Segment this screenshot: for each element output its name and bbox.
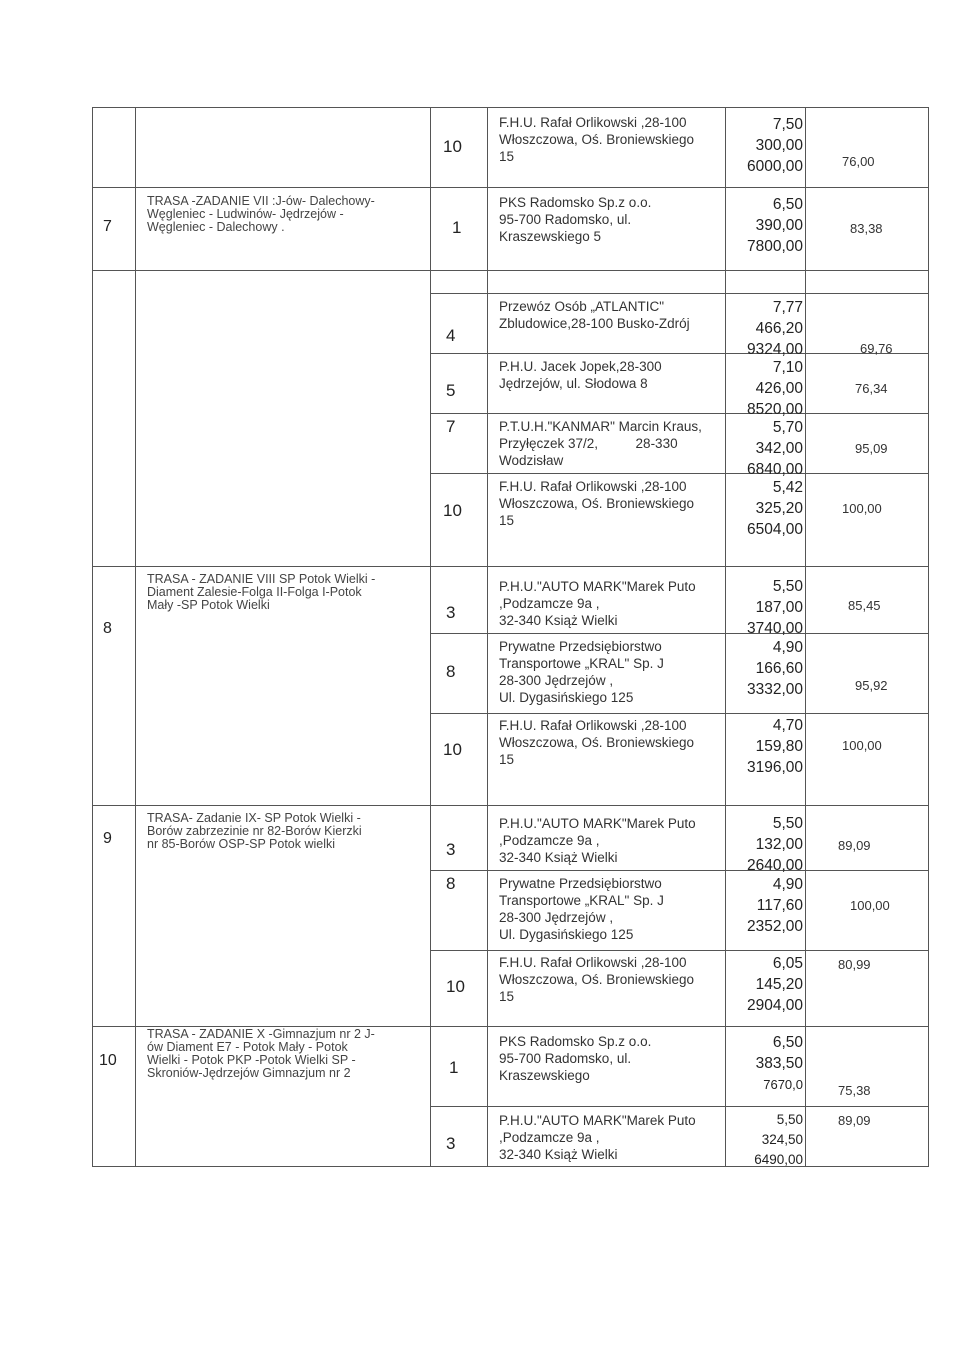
offer-number: 8 xyxy=(446,874,456,893)
price-values: 6,05 145,20 2904,00 xyxy=(746,955,803,1014)
route-number: 8 xyxy=(103,620,112,637)
column-divider xyxy=(430,107,431,1167)
route-description: TRASA - ZADANIE X -Gimnazjum nr 2 J- ów Diament E7 - Potok Mały - Potok Wielki - Potok PKP -Potok Wielki SP - Skroniów-Jędrzejów Gimnazjum nr 2 xyxy=(147,1027,375,1080)
offer-number: 10 xyxy=(446,977,465,996)
offer-number: 7 xyxy=(446,417,456,436)
offer-separator xyxy=(430,353,929,354)
route-number: 7 xyxy=(103,218,112,235)
company-address: PKS Radomsko Sp.z o.o. 95-700 Radomsko, ul. Kraszewskiego 5 xyxy=(499,195,652,244)
price-values: 5,50 324,50 6490,00 xyxy=(754,1112,803,1167)
price-values: 5,42 325,20 6504,00 xyxy=(746,479,803,538)
company-address: Przewóz Osób „ATLANTIC" Zbludowice,28-100 Busko-Zdrój xyxy=(499,299,690,331)
route-description: TRASA -ZADANIE VII :J-ów- Dalechowy- Węgleniec - Ludwinów- Jędrzejów - Węgleniec - Dalechowy . xyxy=(147,194,375,234)
company-address: P.H.U."AUTO MARK"Marek Puto ,Podzamcze 9a , 32-340 Książ Wielki xyxy=(499,816,696,865)
score-points: 69,76 xyxy=(860,341,893,356)
score-points: 85,45 xyxy=(848,598,881,613)
company-address: P.H.U."AUTO MARK"Marek Puto ,Podzamcze 9a , 32-340 Książ Wielki xyxy=(499,1113,696,1162)
route-description: TRASA - ZADANIE VIII SP Potok Wielki - Diament Zalesie-Folga II-Folga I-Potok Mały -SP Potok Wielki xyxy=(147,572,376,612)
offer-separator xyxy=(430,473,929,474)
route-description: TRASA- Zadanie IX- SP Potok Wielki - Borów zabrzezinie nr 82-Borów Kierzki nr 85-Borów OSP-SP Potok wielki xyxy=(147,811,362,851)
score-points: 100,00 xyxy=(850,898,890,913)
offer-number: 1 xyxy=(452,218,462,237)
score-points: 95,92 xyxy=(855,678,888,693)
price-values: 5,50 132,00 2640,00 xyxy=(746,815,803,874)
row-separator xyxy=(92,270,929,271)
offer-number: 10 xyxy=(443,501,462,520)
score-points: 100,00 xyxy=(842,501,882,516)
company-address: P.T.U.H."KANMAR" Marcin Kraus, Przyłęczek 37/2, 28-330 Wodzisław xyxy=(499,419,702,468)
offer-number: 3 xyxy=(446,603,456,622)
column-divider xyxy=(487,107,488,1167)
price-values: 6,50 390,00 7800,00 xyxy=(746,196,803,255)
offer-separator xyxy=(430,413,929,414)
offer-number: 1 xyxy=(449,1058,459,1077)
row-separator xyxy=(92,805,929,806)
company-address: Prywatne Przedsiębiorstwo Transportowe „KRAL" Sp. J 28-300 Jędrzejów , Ul. Dygasińskiego 125 xyxy=(499,876,664,942)
table-bottom-border xyxy=(92,1166,929,1167)
offer-number: 10 xyxy=(443,740,462,759)
price-values: 7,77 466,20 9324,00 xyxy=(746,299,803,358)
score-points: 75,38 xyxy=(838,1083,871,1098)
table-top-border xyxy=(92,107,929,108)
score-points: 89,09 xyxy=(838,838,871,853)
price-values: 4,90 166,60 3332,00 xyxy=(746,639,803,698)
column-divider xyxy=(805,107,806,1167)
offer-separator xyxy=(430,713,929,714)
price-values: 7,10 426,00 8520,00 xyxy=(746,359,803,418)
score-points: 76,00 xyxy=(842,154,875,169)
offer-separator xyxy=(430,1106,929,1107)
price-values: 6,50 383,50 7670,0 xyxy=(755,1034,803,1092)
score-points: 95,09 xyxy=(855,441,888,456)
company-address: PKS Radomsko Sp.z o.o. 95-700 Radomsko, ul. Kraszewskiego xyxy=(499,1034,652,1083)
company-address: P.H.U. Jacek Jopek,28-300 Jędrzejów, ul. Słodowa 8 xyxy=(499,359,662,391)
price-values: 5,70 342,00 6840,00 xyxy=(746,419,803,478)
score-points: 76,34 xyxy=(855,381,888,396)
score-points: 80,99 xyxy=(838,957,871,972)
offer-separator xyxy=(430,293,929,294)
score-points: 83,38 xyxy=(850,221,883,236)
row-separator xyxy=(92,187,929,188)
column-divider xyxy=(725,107,726,1167)
table-left-border xyxy=(92,107,93,1167)
offer-separator xyxy=(430,633,929,634)
company-address: F.H.U. Rafał Orlikowski ,28-100 Włoszczowa, Oś. Broniewskiego 15 xyxy=(499,955,695,1004)
route-number: 10 xyxy=(99,1052,117,1069)
company-address: Prywatne Przedsiębiorstwo Transportowe „KRAL" Sp. J 28-300 Jędrzejów , Ul. Dygasińskiego 125 xyxy=(499,639,664,705)
column-divider xyxy=(135,107,136,1167)
company-address: F.H.U. Rafał Orlikowski ,28-100 Włoszczowa, Oś. Broniewskiego 15 xyxy=(499,718,695,767)
row-separator xyxy=(92,566,929,567)
offer-number: 5 xyxy=(446,381,456,400)
offer-number: 8 xyxy=(446,662,456,681)
score-points: 89,09 xyxy=(838,1113,871,1128)
company-address: F.H.U. Rafał Orlikowski ,28-100 Włoszczowa, Oś. Broniewskiego 15 xyxy=(499,115,695,164)
offer-separator xyxy=(430,870,929,871)
price-values: 4,70 159,80 3196,00 xyxy=(746,717,803,776)
table-right-border xyxy=(928,107,929,1167)
company-address: F.H.U. Rafał Orlikowski ,28-100 Włoszczowa, Oś. Broniewskiego 15 xyxy=(499,479,695,528)
offer-number: 4 xyxy=(446,326,456,345)
offer-number: 3 xyxy=(446,840,456,859)
offer-number: 10 xyxy=(443,137,462,156)
price-values: 5,50 187,00 3740,00 xyxy=(746,578,803,637)
route-number: 9 xyxy=(103,830,112,847)
price-values: 4,90 117,60 2352,00 xyxy=(746,876,803,935)
offer-separator xyxy=(430,950,929,951)
offer-number: 3 xyxy=(446,1134,456,1153)
price-values: 7,50 300,00 6000,00 xyxy=(746,116,803,175)
company-address: P.H.U."AUTO MARK"Marek Puto ,Podzamcze 9a , 32-340 Książ Wielki xyxy=(499,579,696,628)
score-points: 100,00 xyxy=(842,738,882,753)
